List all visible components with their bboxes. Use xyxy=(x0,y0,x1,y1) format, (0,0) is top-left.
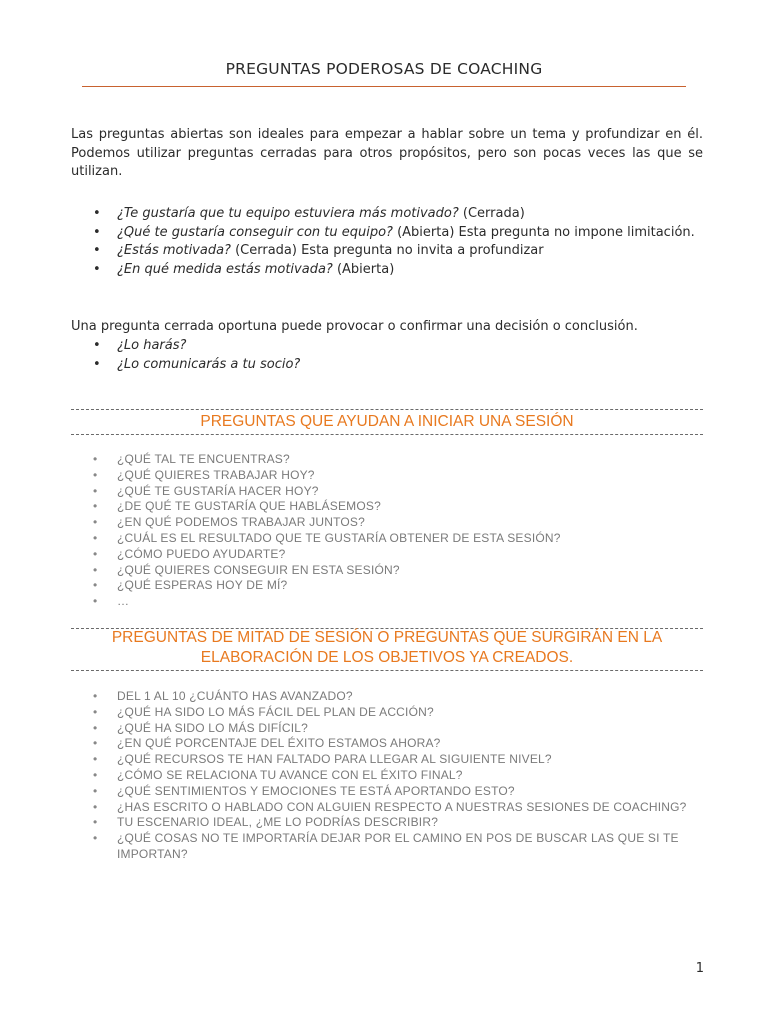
bullet-icon: • xyxy=(93,261,101,277)
start-questions-list xyxy=(71,452,703,610)
bullet-icon: • xyxy=(93,562,98,577)
question-text: ¿Qué te gustaría conseguir con tu equipo? xyxy=(117,224,393,240)
list-item xyxy=(71,224,703,243)
question-text: ¿Te gustaría que tu equipo estuviera más motivado? xyxy=(117,206,459,221)
closed-question-paragraph: Una pregunta cerrada oportuna puede provocar o confirmar una decisión o conclusión. xyxy=(71,319,638,334)
question-note: (Cerrada) xyxy=(458,206,525,221)
section-heading-start: PREGUNTAS QUE AYUDAN A INICIAR UNA SESIÓN xyxy=(200,413,574,430)
question-text: ¿En qué medida estás motivada? xyxy=(117,261,333,277)
bullet-icon: • xyxy=(93,815,98,830)
bullet-icon: • xyxy=(93,689,98,703)
list-item: • TU ESCENARIO IDEAL, ¿ME LO PODRÍAS DESCRIBIR? xyxy=(93,815,439,830)
list-item: • ¿CUÁL ES EL RESULTADO QUE TE GUSTARÍA OBTENER DE ESTA SESIÓN? xyxy=(93,530,561,545)
list-item: • ¿EN QUÉ PODEMOS TRABAJAR JUNTOS? xyxy=(93,515,365,530)
bullet-icon: • xyxy=(93,767,98,782)
bullet-icon: • xyxy=(93,546,98,561)
bullet-icon: • xyxy=(93,831,98,846)
examples-list xyxy=(71,205,703,279)
bullet-icon: • xyxy=(93,752,98,767)
bullet-icon: • xyxy=(93,736,98,751)
question-note: (Abierta) Esta pregunta no impone limitación. xyxy=(392,224,695,240)
bullet-icon: • xyxy=(93,356,101,372)
page-number: 1 xyxy=(695,961,704,976)
intro-paragraph: Las preguntas abiertas son ideales para empezar a hablar sobre un tema y profundizar en él. Podemos utilizar preguntas cerradas para otros propósitos, pero son pocas veces las que se utilizan. xyxy=(71,127,703,179)
question-text: ¿Lo comunicarás a tu socio? xyxy=(117,356,301,372)
list-item: • ¿QUÉ COSAS NO TE IMPORTARÍA DEJAR POR EL CAMINO EN POS DE BUSCAR LAS QUE SI TE IMPORTAN? xyxy=(93,831,679,861)
bullet-icon: • xyxy=(93,338,101,353)
list-item xyxy=(71,205,703,224)
bullet-icon: • xyxy=(93,483,98,498)
bullet-icon: • xyxy=(93,799,98,814)
bullet-icon: • xyxy=(93,720,98,735)
list-item: • ¿QUÉ SENTIMIENTOS Y EMOCIONES TE ESTÁ APORTANDO ESTO? xyxy=(93,783,515,798)
list-item: • ¿QUÉ HA SIDO LO MÁS FÁCIL DEL PLAN DE ACCIÓN? xyxy=(93,704,434,719)
section-heading-midsession: PREGUNTAS DE MITAD DE SESIÓN O PREGUNTAS QUE SURGIRÁN EN LA ELABORACIÓN DE LOS OBJETIVOS YA CREADOS. xyxy=(111,629,663,666)
title-underline xyxy=(82,86,686,87)
question-note: (Cerrada) Esta pregunta no invita a profundizar xyxy=(230,243,544,258)
closed-examples-list xyxy=(71,337,703,374)
bullet-icon: • xyxy=(93,206,101,221)
list-item: • DEL 1 AL 10 ¿CUÁNTO HAS AVANZADO? xyxy=(93,689,353,703)
question-note: (Abierta) xyxy=(332,261,395,277)
list-item: • ¿DE QUÉ TE GUSTARÍA QUE HABLÁSEMOS? xyxy=(93,499,381,514)
bullet-icon: • xyxy=(93,783,98,798)
list-item: • ¿QUÉ QUIERES CONSEGUIR EN ESTA SESIÓN? xyxy=(93,562,400,577)
page-title: PREGUNTAS PODEROSAS DE COACHING xyxy=(225,60,543,78)
section-divider-bottom xyxy=(71,670,703,671)
bullet-icon: • xyxy=(93,467,98,482)
list-item: • ¿CÓMO SE RELACIONA TU AVANCE CON EL ÉXITO FINAL? xyxy=(93,767,463,782)
bullet-icon: • xyxy=(93,704,98,719)
bullet-icon: • xyxy=(93,243,101,258)
list-item: • ¿HAS ESCRITO O HABLADO CON ALGUIEN RESPECTO A NUESTRAS SESIONES DE COACHING? xyxy=(93,799,687,814)
list-item: • ¿EN QUÉ PORCENTAJE DEL ÉXITO ESTAMOS AHORA? xyxy=(93,736,441,751)
list-item: • ¿QUÉ TE GUSTARÍA HACER HOY? xyxy=(93,483,319,498)
list-item: • … xyxy=(93,594,130,609)
section-divider-bottom xyxy=(71,434,703,435)
list-item: • ¿QUÉ QUIERES TRABAJAR HOY? xyxy=(93,467,315,482)
list-item: • ¿CÓMO PUEDO AYUDARTE? xyxy=(93,546,286,561)
list-item xyxy=(71,261,703,280)
list-item xyxy=(71,337,703,356)
title-block xyxy=(70,58,698,87)
list-item: • ¿QUÉ TAL TE ENCUENTRAS? xyxy=(93,452,290,466)
list-item xyxy=(71,356,703,375)
bullet-icon: • xyxy=(93,499,98,514)
list-item: • ¿QUÉ ESPERAS HOY DE MÍ? xyxy=(93,578,288,593)
list-item: • ¿QUÉ RECURSOS TE HAN FALTADO PARA LLEGAR AL SIGUIENTE NIVEL? xyxy=(93,752,552,767)
question-text: ¿Lo harás? xyxy=(117,338,187,353)
bullet-icon: • xyxy=(93,515,98,530)
bullet-icon: • xyxy=(93,578,98,593)
list-item xyxy=(71,242,703,261)
list-item: • ¿QUÉ HA SIDO LO MÁS DIFÍCIL? xyxy=(93,720,308,735)
section-divider-top xyxy=(71,409,703,410)
bullet-icon: • xyxy=(93,594,98,609)
bullet-icon: • xyxy=(93,452,98,466)
bullet-icon: • xyxy=(93,224,101,240)
question-text: ¿Estás motivada? xyxy=(117,243,231,258)
bullet-icon: • xyxy=(93,530,98,545)
midsession-questions-list xyxy=(71,689,703,863)
